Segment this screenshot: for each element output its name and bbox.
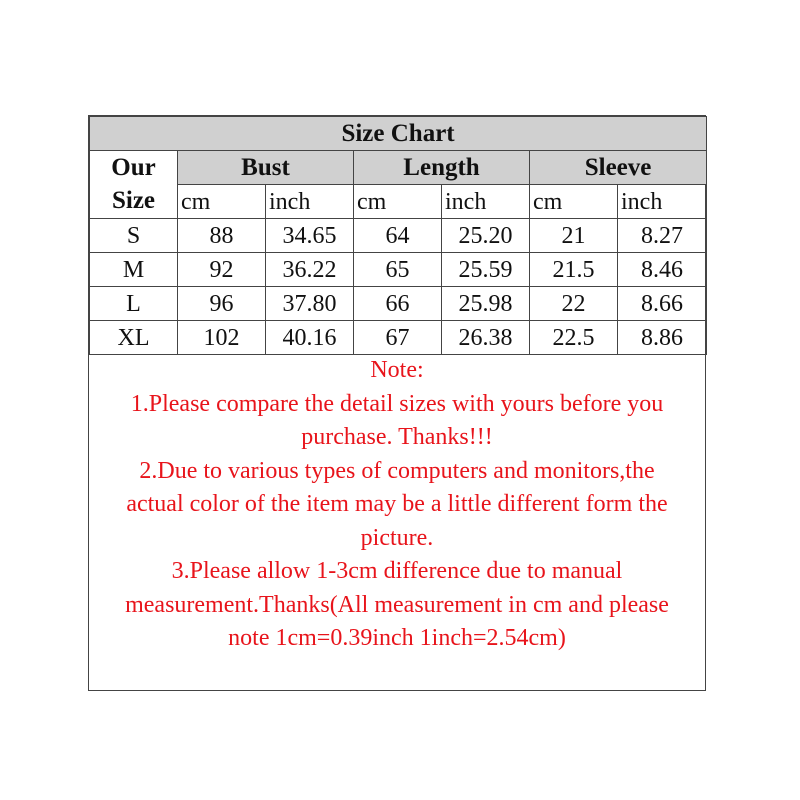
sleeve-header: Sleeve: [530, 151, 707, 185]
length-cm: 66: [354, 287, 442, 321]
sleeve-cm: 21.5: [530, 253, 618, 287]
sleeve-inch: 8.46: [618, 253, 707, 287]
sleeve-inch-unit: inch: [618, 185, 707, 219]
our-size-header-line-2: Size: [111, 186, 156, 214]
sleeve-cm: 22: [530, 287, 618, 321]
sleeve-cm: 22.5: [530, 321, 618, 355]
table-row: [90, 219, 707, 253]
size-table: [89, 116, 707, 355]
length-header: Length: [354, 151, 530, 185]
sleeve-inch: 8.27: [618, 219, 707, 253]
length-inch: 25.59: [442, 253, 530, 287]
bust-inch-unit: inch: [266, 185, 354, 219]
length-cm: 64: [354, 219, 442, 253]
sleeve-cm-unit: cm: [530, 185, 618, 219]
length-inch: 26.38: [442, 321, 530, 355]
bust-cm: 102: [178, 321, 266, 355]
note-line: 2.Due to various types of computers and monitors,the: [139, 457, 655, 484]
table-row: [90, 253, 707, 287]
note-line: actual color of the item may be a little different form the: [126, 491, 668, 517]
length-inch: 25.98: [442, 287, 530, 321]
our-size-header-line-1: Our: [111, 154, 156, 181]
length-cm: 67: [354, 321, 442, 355]
sleeve-inch: 8.66: [618, 287, 707, 321]
bust-cm-unit: cm: [178, 185, 266, 219]
bust-inch: 34.65: [266, 219, 354, 253]
size-chart: [88, 115, 706, 691]
bust-cm: 88: [178, 219, 266, 253]
bust-cm: 92: [178, 253, 266, 287]
table-row: [90, 321, 707, 355]
note-block: [89, 354, 705, 656]
note-line: purchase. Thanks!!!: [301, 424, 493, 450]
bust-inch: 37.80: [266, 287, 354, 321]
note-heading: Note:: [370, 357, 424, 383]
length-inch-unit: inch: [442, 185, 530, 219]
note-line: measurement.Thanks(All measurement in cm and please: [125, 591, 669, 618]
size-label: S: [90, 219, 178, 253]
group-header-row: [90, 151, 707, 185]
length-cm: 65: [354, 253, 442, 287]
table-row: [90, 287, 707, 321]
length-inch: 25.20: [442, 219, 530, 253]
note-line: 1.Please compare the detail sizes with yours before you: [130, 390, 664, 417]
chart-title: Size Chart: [90, 117, 707, 151]
size-label: L: [90, 287, 178, 321]
size-label: XL: [90, 321, 178, 355]
bust-cm: 96: [178, 287, 266, 321]
sleeve-inch: 8.86: [618, 321, 707, 355]
note-line: 3.Please allow 1-3cm difference due to manual: [171, 558, 623, 584]
note-line: note 1cm=0.39inch 1inch=2.54cm): [228, 625, 566, 651]
title-row: [90, 117, 707, 151]
bust-inch: 36.22: [266, 253, 354, 287]
unit-header-row: [90, 185, 707, 219]
bust-header: Bust: [178, 151, 354, 185]
size-label: M: [90, 253, 178, 287]
our-size-header: [90, 151, 178, 219]
length-cm-unit: cm: [354, 185, 442, 219]
sleeve-cm: 21: [530, 219, 618, 253]
note-line: picture.: [360, 524, 434, 551]
bust-inch: 40.16: [266, 321, 354, 355]
